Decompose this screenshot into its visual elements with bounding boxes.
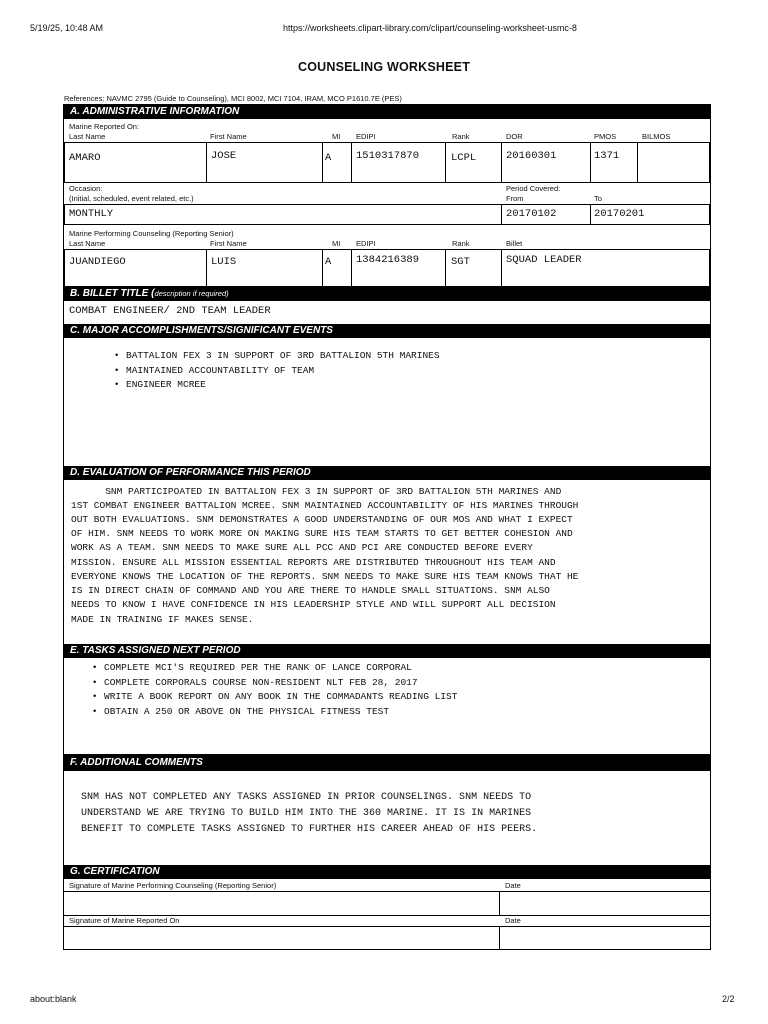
evaluation-line: 1ST COMBAT ENGINEER BATTALION MCREE. SNM MAINTAINED ACCOUNTABILITY OF HIS MARINES THROUGH: [71, 500, 579, 511]
senior-first-name[interactable]: LUIS: [211, 256, 237, 268]
label-senior-mi: MI: [332, 239, 341, 248]
label-senior-edipi: EDIPI: [356, 239, 376, 248]
section-c-header: C. MAJOR ACCOMPLISHMENTS/SIGNIFICANT EVENTS: [64, 324, 710, 338]
evaluation-line: EVERYONE KNOWS THE LOCATION OF THE REPORTS. SNM NEEDS TO MAKE SURE HIS TEAM KNOWS THAT HE: [71, 571, 579, 582]
period-to-label: To: [594, 194, 602, 203]
print-page-number: 2/2: [722, 994, 735, 1004]
senior-rank[interactable]: SGT: [451, 256, 470, 268]
occasion-value[interactable]: MONTHLY: [69, 208, 114, 220]
sig-senior-field[interactable]: [69, 895, 489, 911]
section-f-header: F. ADDITIONAL COMMENTS: [64, 754, 710, 771]
sig-marine-label: Signature of Marine Reported On: [69, 916, 180, 925]
label-senior-rank: Rank: [452, 239, 470, 248]
sig-senior-date-field[interactable]: [505, 895, 705, 911]
accomplishments-list: [112, 349, 440, 393]
sig-marine-field[interactable]: [69, 930, 489, 946]
section-a-header: A. ADMINISTRATIVE INFORMATION: [64, 105, 710, 119]
section-g-header: G. CERTIFICATION: [64, 865, 710, 879]
evaluation-line: WORK AS A TEAM. SNM NEEDS TO MAKE SURE ALL PCC AND PCI ARE CONDUCTED BEFORE EVERY: [71, 542, 533, 553]
section-b-note: description if required): [154, 289, 229, 298]
references-line: References: NAVMC 2795 (Guide to Counseling), MCI 8002, MCI 7104, IRAM, MCO P1610.7E (PES): [64, 94, 402, 103]
evaluation-line: NEEDS TO KNOW I HAVE CONFIDENCE IN HIS LEADERSHIP STYLE AND WILL SUPPORT ALL DECISION: [71, 599, 556, 610]
evaluation-line: MISSION. ENSURE ALL MISSION ESSENTIAL REPORTS ARE DISTRIBUTED THROUGHOUT HIS TEAM AND: [71, 557, 556, 568]
comment-line: UNDERSTAND WE ARE TRYING TO BUILD HIM INTO THE 360 MARINE. IT IS IN MARINES: [81, 808, 532, 819]
period-from-label: From: [506, 194, 524, 203]
section-d-header: D. EVALUATION OF PERFORMANCE THIS PERIOD: [64, 466, 710, 480]
tasks-list: [90, 661, 457, 719]
marine-last-name[interactable]: AMARO: [69, 152, 101, 164]
sig-marine-date-field[interactable]: [505, 930, 705, 946]
evaluation-line: OUT BOTH EVALUATIONS. SNM DEMONSTRATES A GOOD UNDERSTANDING OF OUR MOS AND WHAT I EXPECT: [71, 514, 573, 525]
counseling-form: [63, 104, 711, 950]
label-billet: Billet: [506, 239, 523, 248]
senior-billet[interactable]: SQUAD LEADER: [506, 254, 582, 266]
label-edipi: EDIPI: [356, 132, 376, 141]
label-dor: DOR: [506, 132, 523, 141]
period-to-value[interactable]: 20170201: [594, 208, 645, 220]
label-rank: Rank: [452, 132, 470, 141]
worksheet-title: COUNSELING WORKSHEET: [297, 60, 471, 74]
marine-rank[interactable]: LCPL: [451, 152, 477, 164]
evaluation-line: SNM PARTICIPOATED IN BATTALION FEX 3 IN SUPPORT OF 3RD BATTALION 5TH MARINES AND: [71, 486, 562, 497]
marine-dor[interactable]: 20160301: [506, 150, 557, 162]
period-covered-label: Period Covered:: [506, 184, 561, 193]
marine-pmos[interactable]: 1371: [594, 150, 620, 162]
period-from-value[interactable]: 20170102: [506, 208, 557, 220]
label-last-name: Last Name: [69, 132, 106, 141]
senior-mi[interactable]: A: [325, 256, 332, 268]
occasion-label: Occasion:: [69, 184, 103, 193]
label-bilmos: BILMOS: [642, 132, 671, 141]
comment-line: BENEFIT TO COMPLETE TASKS ASSIGNED TO FURTHER HIS CAREER AHEAD OF HIS PEERS.: [81, 824, 538, 835]
evaluation-line: OF HIM. SNM NEEDS TO WORK MORE ON MAKING SURE HIS TEAM STARTS TO GET BETTER COHESION AND: [71, 528, 573, 539]
sig-marine-date-label: Date: [505, 916, 521, 925]
marine-row: [64, 142, 710, 183]
sig-senior-label: Signature of Marine Performing Counseling (Reporting Senior): [69, 881, 277, 890]
list-item: • WRITE A BOOK REPORT ON ANY BOOK IN THE COMMADANTS READING LIST: [104, 690, 457, 705]
label-pmos: PMOS: [594, 132, 617, 141]
print-datetime: 5/19/25, 10:48 AM: [30, 23, 104, 33]
print-footer-left: about:blank: [30, 994, 77, 1004]
comment-line: SNM HAS NOT COMPLETED ANY TASKS ASSIGNED IN PRIOR COUNSELINGS. SNM NEEDS TO: [81, 792, 532, 803]
evaluation-line: IS IN DIRECT CHAIN OF COMMAND AND YOU ARE THERE TO HANDLE SMALL SITUATIONS. SNM ALSO: [71, 585, 550, 596]
billet-title-value[interactable]: COMBAT ENGINEER/ 2ND TEAM LEADER: [69, 305, 271, 317]
occasion-hint: (Initial, scheduled, event related, etc.): [69, 194, 194, 203]
marine-reported-on-label: Marine Reported On:: [69, 122, 140, 131]
section-b-title: B. BILLET TITLE (: [70, 288, 155, 299]
section-e-header: E. TASKS ASSIGNED NEXT PERIOD: [64, 644, 710, 658]
list-item: • COMPLETE MCI'S REQUIRED PER THE RANK OF LANCE CORPORAL: [104, 661, 457, 676]
label-senior-last-name: Last Name: [69, 239, 106, 248]
list-item: • MAINTAINED ACCOUNTABILITY OF TEAM: [126, 364, 440, 379]
list-item: • COMPLETE CORPORALS COURSE NON-RESIDENT NLT FEB 28, 2017: [104, 676, 457, 691]
list-item: • BATTALION FEX 3 IN SUPPORT OF 3RD BATTALION 5TH MARINES: [126, 349, 440, 364]
list-item: • ENGINEER MCREE: [126, 378, 440, 393]
sig-senior-date-label: Date: [505, 881, 521, 890]
marine-edipi[interactable]: 1510317870: [356, 150, 420, 162]
reporting-senior-label: Marine Performing Counseling (Reporting Senior): [69, 229, 234, 238]
senior-edipi[interactable]: 1384216389: [356, 254, 420, 266]
label-senior-first-name: First Name: [210, 239, 247, 248]
evaluation-line: MADE IN TRAINING IF MAKES SENSE.: [71, 614, 254, 625]
label-first-name: First Name: [210, 132, 247, 141]
marine-first-name[interactable]: JOSE: [211, 150, 237, 162]
senior-last-name[interactable]: JUANDIEGO: [69, 256, 126, 268]
label-mi: MI: [332, 132, 341, 141]
list-item: • OBTAIN A 250 OR ABOVE ON THE PHYSICAL FITNESS TEST: [104, 705, 457, 720]
print-url: https://worksheets.clipart-library.com/clipart/counseling-worksheet-usmc-8: [283, 23, 577, 33]
marine-mi[interactable]: A: [325, 152, 332, 164]
section-b-header: [64, 287, 710, 301]
